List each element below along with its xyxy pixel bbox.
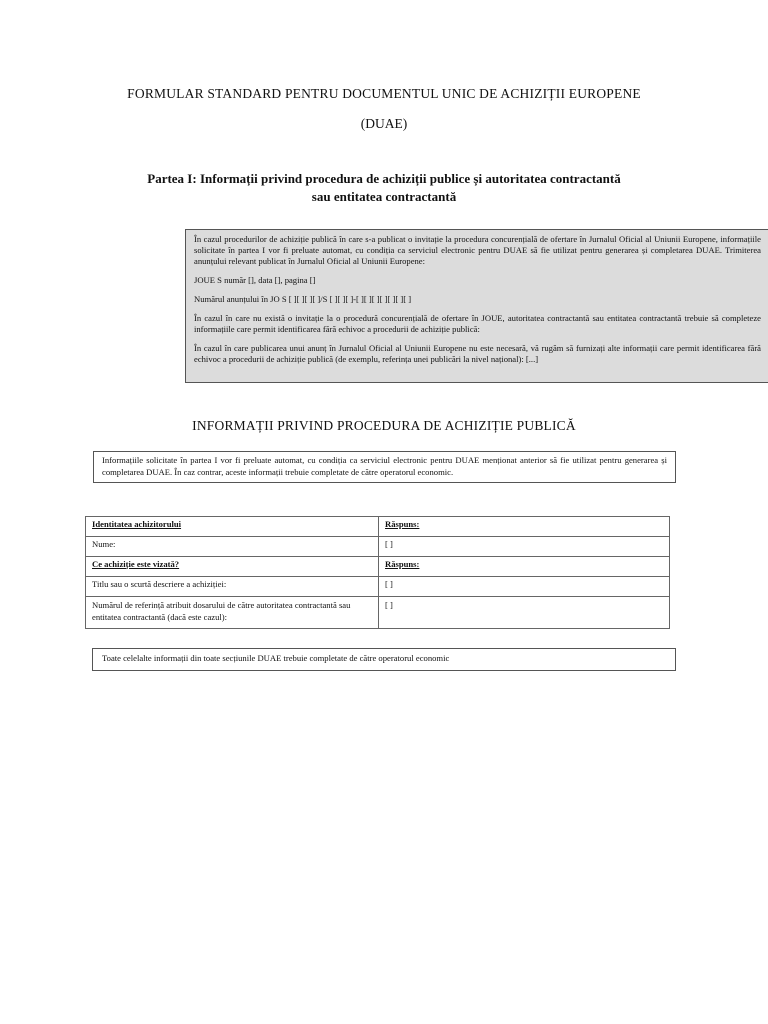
table-label-cell: Nume: <box>86 537 379 557</box>
answer-field[interactable]: [ ] <box>379 577 670 597</box>
procurement-info-table <box>85 516 670 629</box>
procurement-section-heading: INFORMAȚII PRIVIND PROCEDURA DE ACHIZIȚIE PUBLICĂ <box>192 418 576 433</box>
table-label-cell: Titlu sau o scurtă descriere a achiziției: <box>86 577 379 597</box>
notice-paragraph-no-invitation: În cazul în care nu există o invitație la o procedură concurențială de ofertare în JOUE, autoritatea contractantă sau entitatea contractantă trebuie să completeze informațiile care permit identificarea fără echivoc a procedurii de achiziție publică: <box>194 313 761 334</box>
notice-paragraph-notice-number: Numărul anunțului în JO S [ ][ ][ ][ ]/S [ ][ ][ ]-[ ][ ][ ][ ][ ][ ][ ] <box>194 294 412 304</box>
part-1-heading <box>90 170 678 206</box>
answer-field[interactable]: [ ] <box>379 537 670 557</box>
table-header-answer: Răspuns: <box>379 557 670 577</box>
answer-field[interactable]: [ ] <box>379 597 670 629</box>
table-row <box>86 517 670 537</box>
notice-paragraph-ojeu-reference: JOUE S număr [], data [], pagina [] <box>194 275 316 285</box>
table-label-cell: Numărul de referință atribuit dosarului de către autoritatea contractantă sau entitatea contractantă (dacă este cazul): <box>86 597 379 629</box>
notice-paragraph-no-publication: În cazul în care publicarea unui anunț în Jurnalul Oficial al Uniunii Europene nu este necesară, vă rugăm să furnizați alte informații care permit identificarea fără echivoc a procedurii de achiziție publică (de exemplu, referința unei publicări la nivel național): [...] <box>194 343 761 364</box>
document-title: FORMULAR STANDARD PENTRU DOCUMENTUL UNIC DE ACHIZIȚII EUROPENE <box>127 86 641 101</box>
table-header-cell: Identitatea achizitorului <box>86 517 379 537</box>
ojeu-notice-box <box>185 229 768 383</box>
info-note-box: Informațiile solicitate în partea I vor fi preluate automat, cu condiția ca serviciul electronic pentru DUAE menționat anterior să fie utilizat pentru generarea și completarea DUAE. În caz contrar, aceste informații trebuie completate de către operatorul economic. <box>93 451 676 483</box>
table-header-answer: Răspuns: <box>379 517 670 537</box>
part-1-heading-line1: Partea I: Informații privind procedura de achiziții publice și autoritatea contractantă <box>147 171 621 186</box>
table-header-cell: Ce achiziție este vizată? <box>86 557 379 577</box>
document-title-abbreviation: (DUAE) <box>360 116 408 131</box>
part-1-heading-line2: sau entitatea contractantă <box>311 189 457 204</box>
table-row <box>86 577 670 597</box>
notice-paragraph-intro: În cazul procedurilor de achiziție publică în care s-a publicat o invitație la procedura concurențială de ofertare în Jurnalul Oficial al Uniunii Europene, informațiile solicitate în partea I vor fi preluate automat, cu condiția ca serviciul electronic pentru DUAE să fie utilizat pentru generarea și completarea DUAE. Trimiterea anunțului relevant publicat în Jurnalul Oficial al Uniunii Europene: <box>194 234 761 266</box>
final-note-box: Toate celelalte informații din toate secțiunile DUAE trebuie completate de către operatorul economic <box>92 648 676 671</box>
table-row <box>86 597 670 629</box>
table-row <box>86 537 670 557</box>
table-row <box>86 557 670 577</box>
